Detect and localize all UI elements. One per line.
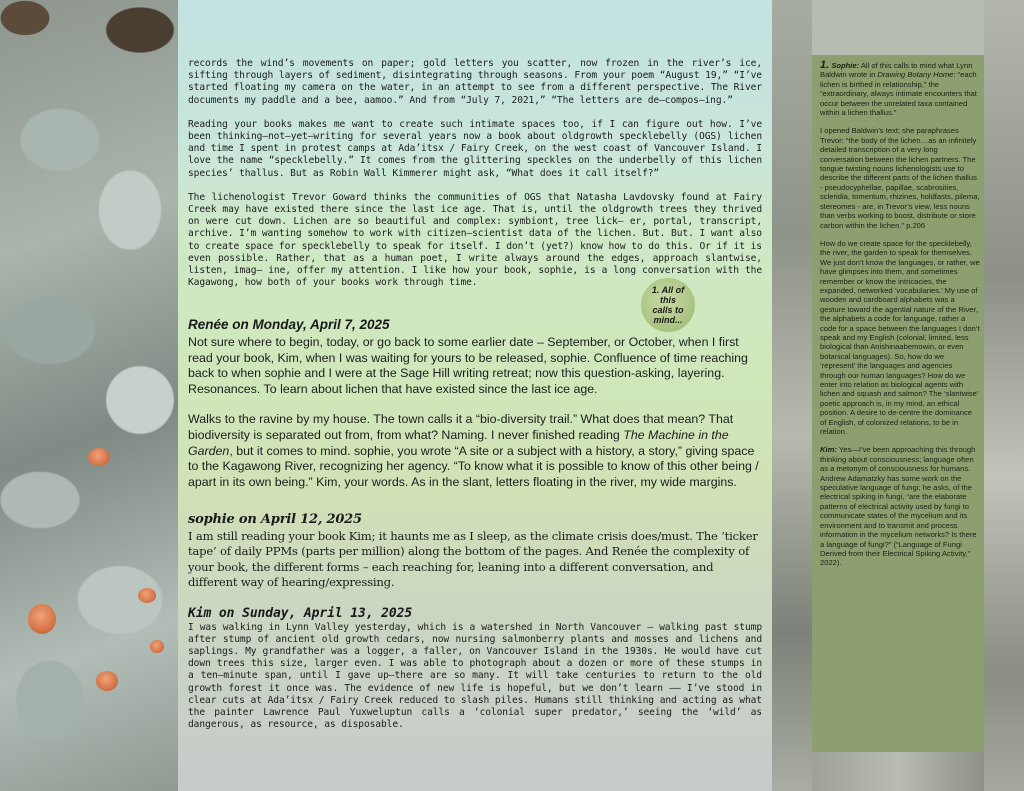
renee-entry bbox=[188, 317, 762, 490]
lichen-cup bbox=[88, 448, 110, 466]
renee-paragraph-2 bbox=[188, 412, 762, 490]
footnote-circle-marker[interactable] bbox=[641, 278, 695, 332]
lichen-photo-right-edge bbox=[984, 0, 1024, 791]
book-title-machine-in-garden: The Machine in the Garden bbox=[188, 428, 729, 458]
renee-paragraph-2-start: Walks to the ravine by my house. The town calls it a “bio-diversity trail.” What does that mean? That biodiversity is separated out from, from what? Naming. I never finished reading bbox=[188, 412, 734, 443]
sidebar-paragraph-3: How do we create space for the specklebelly, the river, the garden to speak for themselves. We just don’t know the languages, or rather, we have glimpses into them, and sometimes remember or know the intricacies, the expanded, networked ‘vocabularies.’ My use of wooden and cardboard alphabets was a gesture toward the agential nature of the River, the alphabets a code for language, rather a code for a space between the languages I don’t speak and my English (colonial, limited, less biological than Anishinaabemowin, or even botanical languages). So, how do we ‘represent’ the languages and agencies through our human languages? How do we enter into relation as biological agents with lichen and squash and salmon? The ‘slantwise’ poetic approach is, in my mind, an ethical position. A desire to de-centre the dominance of English, of colonized relations, to be in relation. bbox=[820, 238, 980, 437]
sophie-heading: sophie on April 12, 2025 bbox=[188, 512, 362, 528]
footnote-text-1b: : “each lichen is birthed in relationship,” the “extraordinary, always intimate encounters that occur between the unrelated taxa contained within a lichen thallus.” bbox=[820, 70, 977, 118]
lichen-photo-right-strip bbox=[772, 0, 812, 791]
sidebar-note-1 bbox=[820, 61, 980, 117]
renee-heading: Renée on Monday, April 7, 2025 bbox=[188, 317, 390, 333]
footnote-author-kim: Kim: bbox=[820, 445, 837, 455]
lichen-photo-bottom bbox=[812, 752, 984, 791]
footnote-number: 1. bbox=[820, 59, 830, 71]
sidebar-paragraph-kim bbox=[820, 445, 980, 567]
sophie-paragraph: I am still reading your book Kim; it haunts me as I sleep, as the climate crisis does/must. The ‘ticker tape’ of daily PPMs (parts per million) along the bottom of the pages. And Renée the complexity of your book, the different forms – each reaching for, leaning into a different conversation, and different way of hearing/expressing. bbox=[188, 528, 758, 590]
lichen-cup bbox=[138, 588, 156, 603]
lichen-cup bbox=[28, 604, 56, 634]
kim-paragraph: I was walking in Lynn Valley yesterday, which is a watershed in North Vancouver – walking past stump after stump of ancient old growth cedars, now nursing salmonberry plants and mosses and lichens and saplings. My grandfather was a logger, a faller, on Vancouver Island in the 1930s. He would have cut down trees this size, larger even. I was able to photograph about a dozen or more of these stumps in a ten–minute span, until I gave up—there are so many. It will take centuries to return to the old growth forest it once was. The evidence of new life is hopeful, but we don’t learn –– I’ve stood in clear cuts at Ada’itsx / Fairy Creek reduced to slash piles. Humans still thinking and acting as what the painter Lawrence Paul Yuxweluptun calls a ‘colonial super predator,’ seeing the ‘wild’ as dangerous, as resource, as disposable. bbox=[188, 621, 762, 731]
sidebar-paragraph-2: I opened Baldwin’s text; she paraphrases Trevor: “the body of the lichen…as an infinitely detailed transcription of a very long conversation between the lichen partners. The tongue twisting nouns lichenologists use to describe the different parts of the lichen thallus - pseudocyphellae, papillae, scabrosities, scleridia, tomentum, rhizines, holdfasts, pilema, stereomes - are, in Trevor’s view, less nouns than verbs working to boost, distribute or store carbon within the lichen.” p.206 bbox=[820, 126, 980, 230]
paragraph-specklebelly: Reading your books makes me want to create such intimate spaces too, if I can figure out how. I’ve been thinking–not–yet–writing for several years now a book about oldgrowth specklebelly (OGS) lichen and time I spent in protest camps at Ada’itsx / Fairy Creek, on the west coast of Vancouver Island. I love the name “specklebelly.” It comes from the glittering speckles on the underbelly of this lichen species’ thallus. But as Robin Wall Kimmerer might ask, “What does it call itself?” bbox=[188, 118, 762, 179]
lichen-cup bbox=[96, 671, 118, 691]
paragraph-lichenologist: The lichenologist Trevor Goward thinks the communities of OGS that Natasha Lavdovsky found at Fairy Creek may have existed there since the last ice age. That is, until the oldgrowth trees they thrived on were cut down. Lichen are so beautiful and complex: symbiont, tree lick– er, portal, transcript, archive. I’m wanting somehow to work with citizen–scientist data of the lichen. But. But. I want also to create space for specklebelly to speak for itself. I don’t (yet?) know how to do this. Or if it is even possible. Rather, that as a human poet, I write always around the edges, approach slantwise, listen, imag– ine, offer my attention. I like how your book, sophie, is a long conversation with the Kagawong, how both of your books work through time. bbox=[188, 191, 762, 289]
footnote-sidebar bbox=[812, 55, 984, 752]
footnote-text-1a: All of this calls to mind what Lynn Baldwin wrote in bbox=[820, 61, 973, 80]
kim-entry bbox=[188, 608, 762, 731]
lichen-cup bbox=[150, 640, 164, 653]
kim-letter-continuation bbox=[188, 58, 762, 289]
kim-heading: Kim on Sunday, April 13, 2025 bbox=[188, 606, 413, 622]
paragraph-wind-letters: records the wind’s movements on paper; gold letters you scatter, now frozen in the river’s ice, sifting through layers of sediment, disintegrating through seasons. From your poem “August 19,” “I’ve started floating my camera on the water, in an attempt to see from a different perspective. The River documents my paddle and a bee, aamoo.” And from “July 7, 2021,” “The letters are de–compos–ing.” bbox=[188, 58, 762, 106]
main-text-column bbox=[178, 0, 772, 791]
renee-paragraph-2-end: , but it comes to mind. sophie, you wrote “A site or a subject with a history, a story,” giving space to the Kagawong River, recognizing her agency. “To know what it is possible to know of this other being / apart in its own being.” Kim, your words. As in the slant, letters floating in the river, my wide margins. bbox=[188, 443, 759, 489]
renee-paragraph-1: Not sure where to begin, today, or go back to some earlier date – September, or October, when I first read your book, Kim, when I was waiting for yours to be released, sophie. Confluence of time reaching back to when sophie and I were at the Sage Hill writing retreat; now this question-asking, layering. Resonances. To learn about lichen that have existed since the last ice age. bbox=[188, 335, 748, 396]
footnote-circle-label: 1. All of this calls to mind... bbox=[651, 285, 685, 325]
sophie-entry bbox=[188, 512, 762, 590]
footnote-text-kim: Yes—I’ve been approaching this through thinking about consciousness; language often as a metonym of consciousness for humans. Andrew Adamatzky has some work on the speculative language of fungi; he asks, of the electrical spiking in fungi, “are the elaborate patterns of electrical activity used by fungi to communicate states of the mycelium and its environment and to transmit and process information in the mycelium networks? Is there a language of fungi?” (“Language of Fungi Derived from their Electrical Spiking Activity,” 2022). bbox=[820, 445, 977, 568]
lichen-photo-left bbox=[0, 0, 178, 791]
book-title-drawing-botany-home: Drawing Botany Home bbox=[877, 70, 954, 80]
footnote-author-sophie: Sophie: bbox=[831, 61, 860, 70]
